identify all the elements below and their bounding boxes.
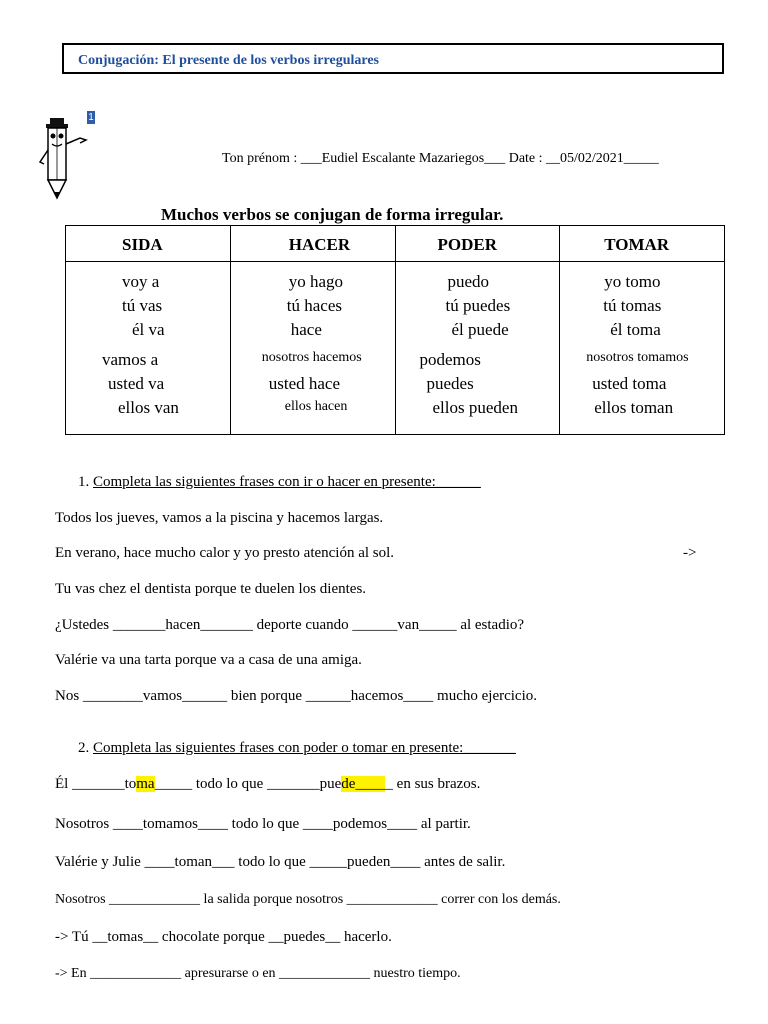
- table-cell: voy a: [122, 272, 160, 291]
- table-cell: tú puedes: [445, 296, 511, 315]
- table-cell: usted hace: [268, 374, 341, 393]
- table-cell: tú vas: [122, 296, 163, 315]
- table-cell: ellos van: [118, 398, 179, 417]
- sentence-line: En verano, hace mucho calor y yo presto atención al sol.: [55, 545, 395, 561]
- table-cell: ellos hacen: [284, 399, 348, 414]
- sentence-line: Él _______toma_____ todo lo que _______puede_____ en sus brazos.: [55, 776, 481, 792]
- table-cell: nosotros hacemos: [261, 350, 362, 365]
- table-title: Muchos verbos se conjugan de forma irregular.: [161, 205, 504, 224]
- sentence-line: Nosotros ____tomamos____ todo lo que ____podemos____ al partir.: [55, 816, 471, 832]
- sentence-line: Nos ________vamos______ bien porque ______hacemos____ mucho ejercicio.: [55, 688, 537, 704]
- highlighted-text: ma: [136, 776, 155, 792]
- highlighted-text: ____: [355, 776, 386, 792]
- table-cell: ellos pueden: [432, 398, 518, 417]
- worksheet-title: Conjugación: El presente de los verbos irregulares: [78, 53, 379, 68]
- table-cell: tú haces: [286, 296, 342, 315]
- table-cell: yo hago: [288, 272, 344, 291]
- sentence-line: Nosotros _____________ la salida porque nosotros _____________ correr con los demás.: [55, 892, 561, 907]
- column-tomar: [560, 262, 725, 435]
- table-cell: vamos a: [102, 350, 159, 369]
- table-cell: nosotros tomamos: [586, 350, 689, 365]
- comment-marker: 1: [88, 112, 94, 123]
- sentence-line: Tu vas chez el dentista porque te duelen los dientes.: [55, 581, 367, 597]
- sentence-line: -> Tú __tomas__ chocolate porque __puedes__ hacerlo.: [55, 929, 392, 945]
- table-cell: usted va: [108, 374, 165, 393]
- verb-table: [65, 225, 725, 435]
- highlighted-text: _____ todo lo que _______pue: [154, 776, 342, 792]
- exercise-1-heading: [78, 474, 481, 491]
- table-cell: hace: [290, 320, 322, 339]
- table-cell: podemos: [419, 350, 481, 369]
- table-cell: usted toma: [592, 374, 667, 393]
- sentence-line: ¿Ustedes _______hacen_______ deporte cuando ______van_____ al estadio?: [55, 617, 525, 633]
- column-sida: [66, 262, 231, 435]
- column-head-tomar: TOMAR: [560, 226, 725, 262]
- table-cell: él toma: [610, 320, 661, 339]
- table-cell: él puede: [451, 320, 509, 339]
- exercise-instruction: Completa las siguientes frases con ir o hacer en presente:______: [93, 474, 481, 490]
- sentence-line: Valérie y Julie ____toman___ todo lo que _____pueden____ antes de salir.: [55, 854, 506, 870]
- exercise-number: 2.: [78, 740, 90, 756]
- table-cell: puedo: [447, 272, 490, 291]
- header-box: [62, 43, 724, 74]
- exercise-2-heading: [78, 740, 516, 757]
- table-cell: yo tomo: [604, 272, 661, 291]
- column-head-hacer: HACER: [230, 226, 395, 262]
- sentence-line: Valérie va una tarta porque va a casa de una amiga.: [55, 652, 362, 668]
- table-cell: él va: [132, 320, 165, 339]
- table-cell: puedes: [426, 374, 474, 393]
- sentence-line: Todos los jueves, vamos a la piscina y hacemos largas.: [55, 510, 384, 526]
- column-head-sida: SIDA: [66, 226, 231, 262]
- sentence-line: -> En _____________ apresurarse o en _____________ nuestro tiempo.: [55, 966, 461, 981]
- pencil-mascot-icon: [36, 114, 90, 206]
- exercise-number: 1.: [78, 474, 90, 490]
- exercise-instruction: Completa las siguientes frases con poder o tomar en presente:_______: [93, 740, 516, 756]
- table-cell: ellos toman: [594, 398, 674, 417]
- arrow-marker: ->: [683, 545, 697, 561]
- table-cell: tú tomas: [603, 296, 662, 315]
- column-head-poder: PODER: [395, 226, 560, 262]
- highlighted-text: de: [341, 776, 356, 792]
- student-info-line: Ton prénom : ___Eudiel Escalante Mazariegos___ Date : __05/02/2021_____: [222, 151, 659, 166]
- column-poder: [395, 262, 560, 435]
- column-hacer: [230, 262, 395, 435]
